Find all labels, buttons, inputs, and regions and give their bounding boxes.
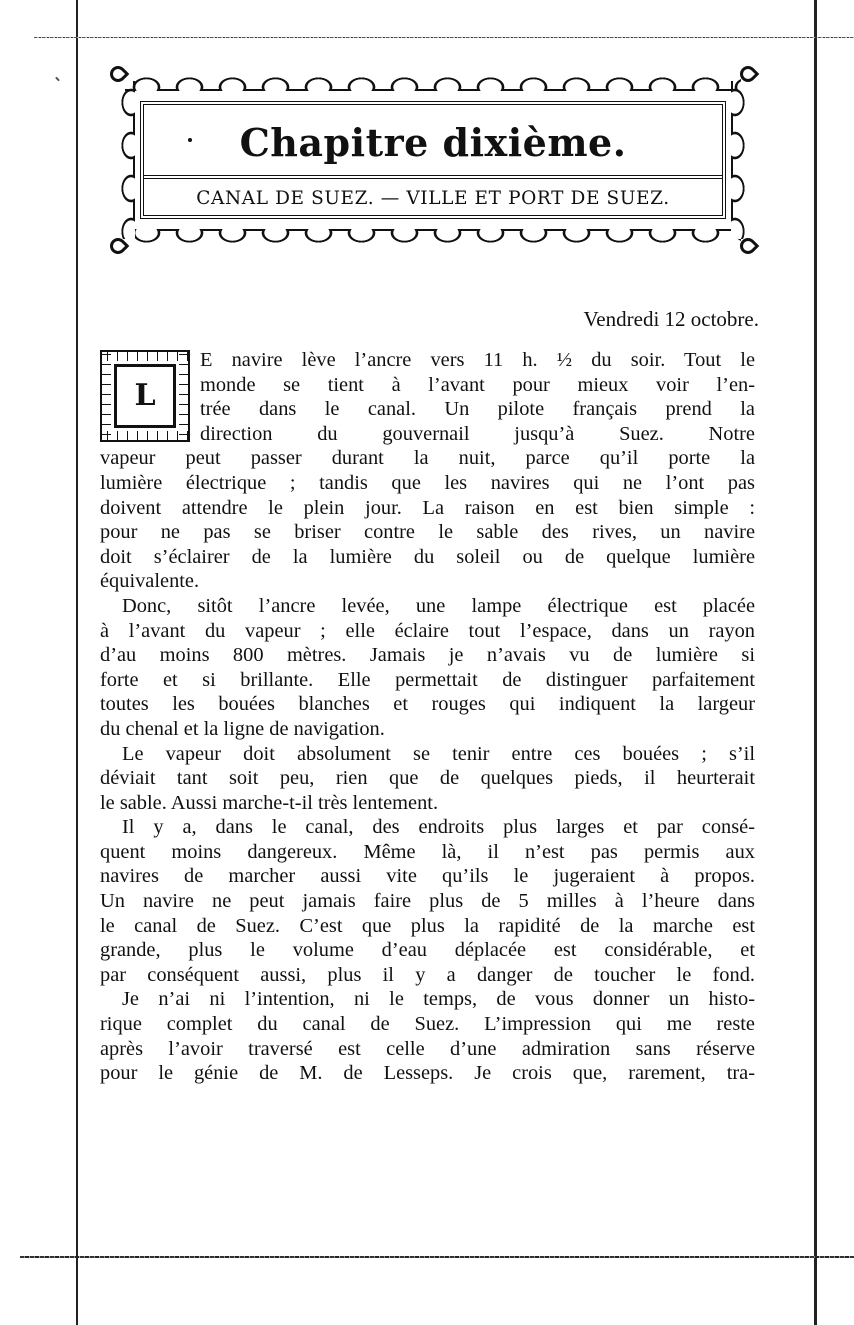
text-line: d’au moins 800 mètres. Jamais je n’avais vu de lumière si: [100, 644, 755, 667]
chapter-title-frame: [140, 101, 726, 219]
chapter-header: [107, 63, 759, 257]
corner-ornament-icon: [107, 235, 129, 257]
text-line: navires de marcher aussi vite qu’ils le jugeraient à propos.: [100, 865, 755, 888]
corner-ornament-icon: [107, 63, 129, 85]
text-line: Il y a, dans le canal, des endroits plus larges et par consé-: [122, 816, 755, 839]
title-divider: [144, 175, 722, 179]
text-line: Le vapeur doit absolument se tenir entre ces bouées ; s’il: [122, 742, 755, 765]
floral-border-icon: [109, 81, 135, 239]
paragraph: [100, 742, 755, 816]
text-line: forte et si brillante. Elle permettait de distinguer parfaitement: [100, 668, 755, 691]
chapter-subtitle: CANAL DE SUEZ. — VILLE ET PORT DE SUEZ.: [196, 188, 670, 209]
page-edge-bottom: [20, 1256, 854, 1258]
text-line: Je n’ai ni l’intention, ni le temps, de vous donner un histo-: [122, 988, 755, 1011]
dropcap-letter: L: [134, 378, 156, 413]
text-line: pour ne pas se briser contre le sable des rives, un navire: [100, 521, 755, 544]
corner-ornament-icon: [737, 63, 759, 85]
text-line: quent moins dangereux. Même là, il n’est pas permis aux: [100, 840, 755, 863]
page-edge-top: [34, 37, 854, 38]
corner-ornament-icon: [737, 235, 759, 257]
text-line: monde se tient à l’avant pour mieux voir l’en-: [200, 373, 755, 396]
text-line: trée dans le canal. Un pilote français prend la: [200, 398, 755, 421]
text-line: doit s’éclairer de la lumière du soleil ou de quelque lumière: [100, 545, 755, 568]
floral-border-icon: [125, 229, 741, 255]
body-text: [100, 348, 755, 1086]
text-line: Un navire ne peut jamais faire plus de 5 milles à l’heure dans: [100, 890, 755, 913]
text-line: lumière électrique ; tandis que les navires qui ne l’ont pas: [100, 471, 755, 494]
text-line: Donc, sitôt l’ancre levée, une lampe électrique est placée: [122, 594, 755, 617]
paragraph: [100, 446, 755, 594]
dateline: Vendredi 12 octobre.: [583, 307, 759, 331]
paragraph: [100, 348, 755, 446]
text-line: E navire lève l’ancre vers 11 h. ½ du soir. Tout le: [200, 349, 755, 371]
text-line: à l’avant du vapeur ; elle éclaire tout l’espace, dans un rayon: [100, 619, 755, 642]
text-line: grande, plus le volume d’eau déplacée est considérable, et: [100, 939, 755, 962]
paragraph: [100, 987, 755, 1085]
paragraph: [100, 594, 755, 742]
text-line: doivent attendre le plein jour. La raison en est bien simple :: [100, 496, 755, 519]
scan-speck: [55, 77, 60, 82]
text-line: déviait tant soit peu, rien que de quelques pieds, il heurterait: [100, 767, 755, 790]
text-line: par conséquent aussi, plus il y a danger de toucher le fond.: [100, 963, 755, 986]
text-line: du chenal et la ligne de navigation.: [100, 717, 385, 740]
floral-border-icon: [731, 81, 757, 239]
text-line: pour le génie de M. de Lesseps. Je crois que, rarement, tra-: [100, 1062, 755, 1085]
page-gutter-line-right: [814, 0, 817, 1325]
chapter-title: Chapitre dixième.: [239, 120, 627, 165]
text-line: vapeur peut passer durant la nuit, parce qu’il porte la: [100, 447, 755, 470]
text-line: après l’avoir traversé est celle d’une admiration sans réserve: [100, 1037, 755, 1060]
text-line: le canal de Suez. C’est que plus la rapidité de la marche est: [100, 914, 755, 937]
text-line: rique complet du canal de Suez. L’impression qui me reste: [100, 1013, 755, 1036]
page-gutter-line-left: [76, 0, 78, 1325]
floral-border-icon: [125, 65, 741, 91]
text-line: toutes les bouées blanches et rouges qui indiquent la largeur: [100, 693, 755, 716]
paragraph: [100, 815, 755, 987]
text-line: équivalente.: [100, 570, 200, 593]
text-line: le sable. Aussi marche-t-il très lentement.: [100, 791, 439, 814]
text-line: direction du gouvernail jusqu’à Suez. Notre: [200, 422, 755, 445]
